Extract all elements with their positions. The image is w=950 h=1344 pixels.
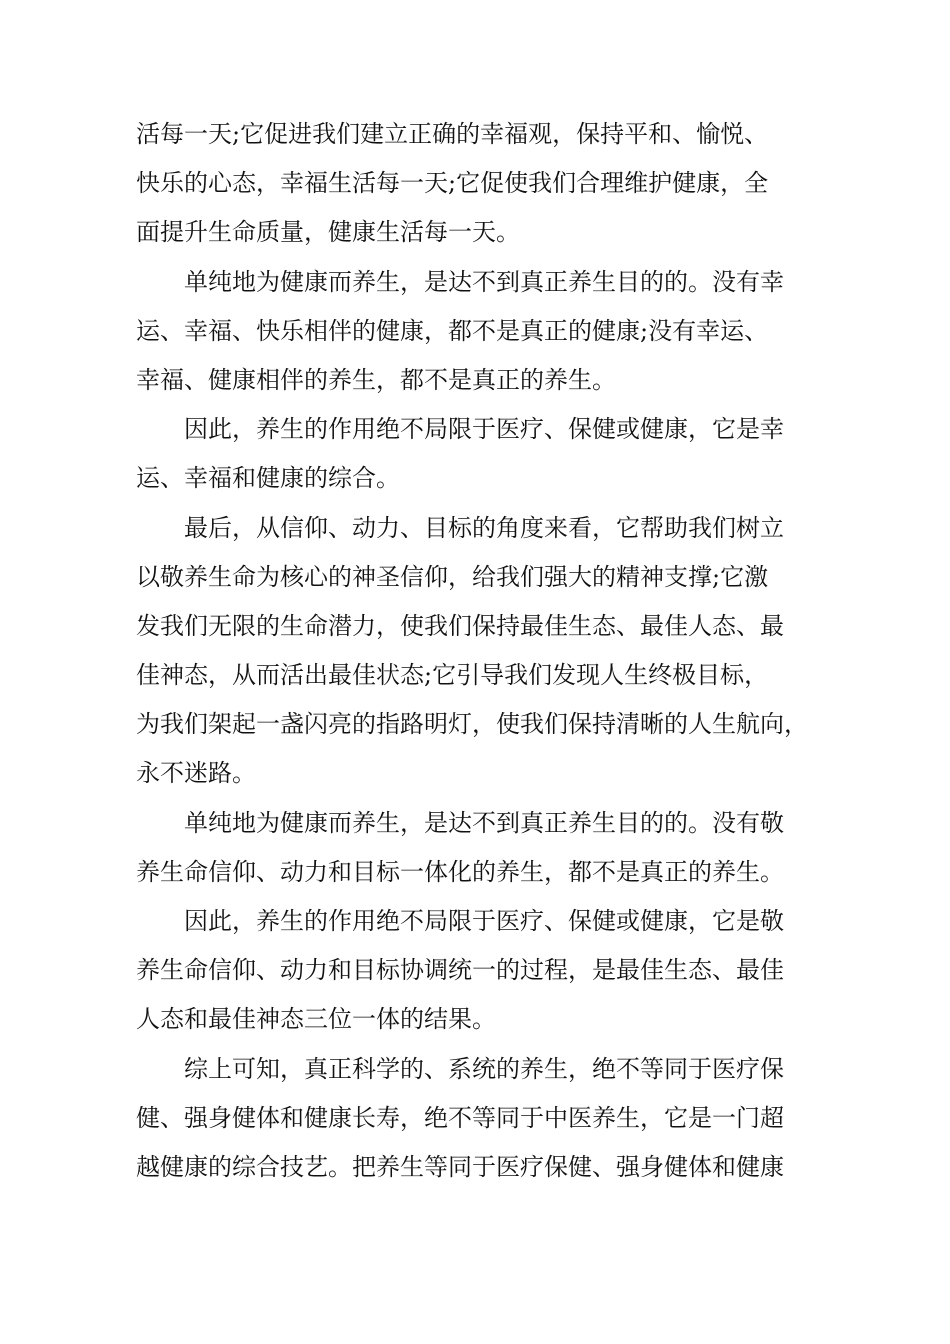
text-line: 养生命信仰、动力和目标一体化的养生，都不是真正的养生。 bbox=[136, 857, 784, 886]
text-line: 养生命信仰、动力和目标协调统一的过程，是最佳生态、最佳 bbox=[136, 956, 784, 985]
text-line: 人态和最佳神态三位一体的结果。 bbox=[136, 1005, 496, 1034]
paragraph-first-line: 因此，养生的作用绝不局限于医疗、保健或健康，它是敬 bbox=[184, 907, 784, 935]
paragraph-first-line: 综上可知，真正科学的、系统的养生，绝不等同于医疗保 bbox=[184, 1054, 784, 1083]
text-line: 运、幸福、快乐相伴的健康，都不是真正的健康;没有幸运、 bbox=[136, 316, 769, 345]
text-line: 为我们架起一盏闪亮的指路明灯，使我们保持清晰的人生航向， bbox=[136, 710, 808, 739]
text-line: 佳神态，从而活出最佳状态;它引导我们发现人生终极目标， bbox=[136, 661, 769, 690]
document-body bbox=[136, 110, 836, 1192]
paragraph-first-line: 单纯地为健康而养生，是达不到真正养生目的的。没有幸 bbox=[184, 267, 784, 296]
text-line: 快乐的心态，幸福生活每一天;它促使我们合理维护健康，全 bbox=[136, 169, 769, 198]
text-line: 活每一天;它促进我们建立正确的幸福观，保持平和、愉悦、 bbox=[136, 120, 769, 148]
text-line: 以敬养生命为核心的神圣信仰，给我们强大的精神支撑;它激 bbox=[136, 562, 769, 591]
paragraph-first-line: 因此，养生的作用绝不局限于医疗、保健或健康，它是幸 bbox=[184, 415, 784, 444]
text-line: 运、幸福和健康的综合。 bbox=[136, 464, 400, 493]
paragraph-first-line: 单纯地为健康而养生，是达不到真正养生目的的。没有敬 bbox=[184, 808, 784, 837]
text-line: 健、强身健体和健康长寿，绝不等同于中医养生，它是一门超 bbox=[136, 1103, 784, 1132]
paragraph-first-line: 最后，从信仰、动力、目标的角度来看，它帮助我们树立 bbox=[184, 513, 784, 542]
text-line: 越健康的综合技艺。把养生等同于医疗保健、强身健体和健康 bbox=[136, 1152, 784, 1181]
text-line: 永不迷路。 bbox=[136, 759, 256, 788]
text-line: 幸福、健康相伴的养生，都不是真正的养生。 bbox=[136, 365, 616, 394]
text-line: 面提升生命质量，健康生活每一天。 bbox=[136, 218, 520, 247]
text-line: 发我们无限的生命潜力，使我们保持最佳生态、最佳人态、最 bbox=[136, 611, 784, 640]
